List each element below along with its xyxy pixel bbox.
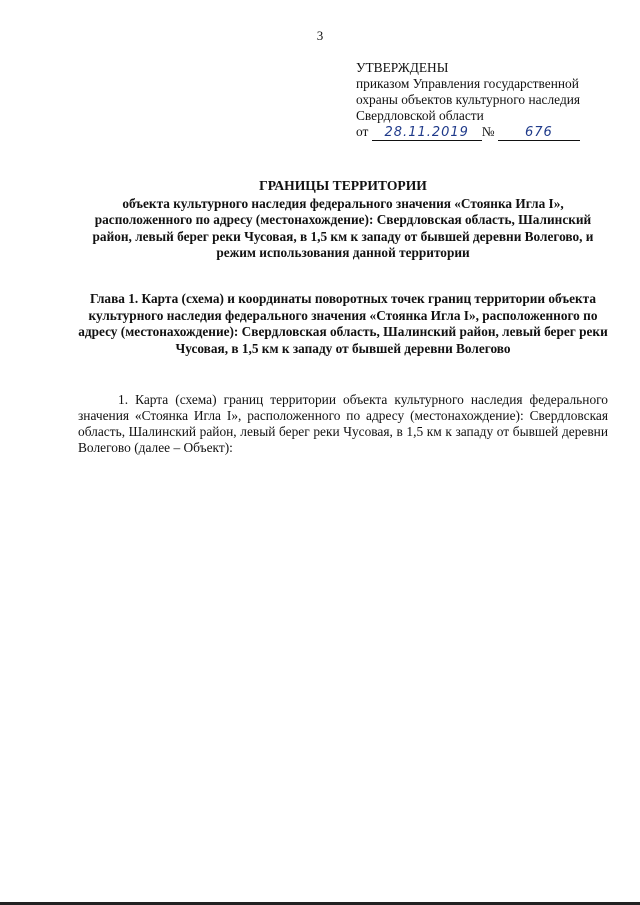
- page-number: 3: [316, 28, 324, 43]
- approval-stamp-block: [356, 60, 626, 141]
- document-title-block: [78, 178, 608, 262]
- number-prefix: №: [481, 124, 495, 139]
- handwritten-date: 28.11.2019: [372, 126, 482, 141]
- approval-heading: УТВЕРЖДЕНЫ: [356, 60, 449, 75]
- chapter-heading: Глава 1. Карта (схема) и координаты поворотных точек границ территории объекта культурного наследия федерального значения «Стоянка Игла I», расположенного по адресу (местонахождение): Свердловская область, Шалинский район, левый берег реки Чусовая, в 1,5 км к западу от бывшей деревни Волегово: [78, 291, 608, 356]
- date-prefix: от: [356, 124, 369, 139]
- approval-line-3: Свердловской области: [356, 108, 484, 123]
- approval-date-line: [356, 124, 626, 141]
- handwritten-number: 676: [498, 126, 580, 141]
- document-title: ГРАНИЦЫ ТЕРРИТОРИИ: [259, 178, 427, 193]
- body-paragraph-1: 1. Карта (схема) границ территории объекта культурного наследия федерального значения «Стоянка Игла I», расположенного по адресу (местонахождение): Свердловская область, Шалинский район, левый берег реки Чусовая, в 1,5 км к западу от бывшей деревни Волегово (далее – Объект):: [78, 392, 608, 455]
- approval-line-1: приказом Управления государственной: [356, 76, 579, 91]
- approval-line-2: охраны объектов культурного наследия: [356, 92, 581, 107]
- document-subtitle: объекта культурного наследия федерального значения «Стоянка Игла I», расположенного по адресу (местонахождение): Свердловская область, Шалинский район, левый берег реки Чусовая, в 1,5 км к западу от бывшей деревни Волегово, и режим использования данной территории: [92, 195, 594, 260]
